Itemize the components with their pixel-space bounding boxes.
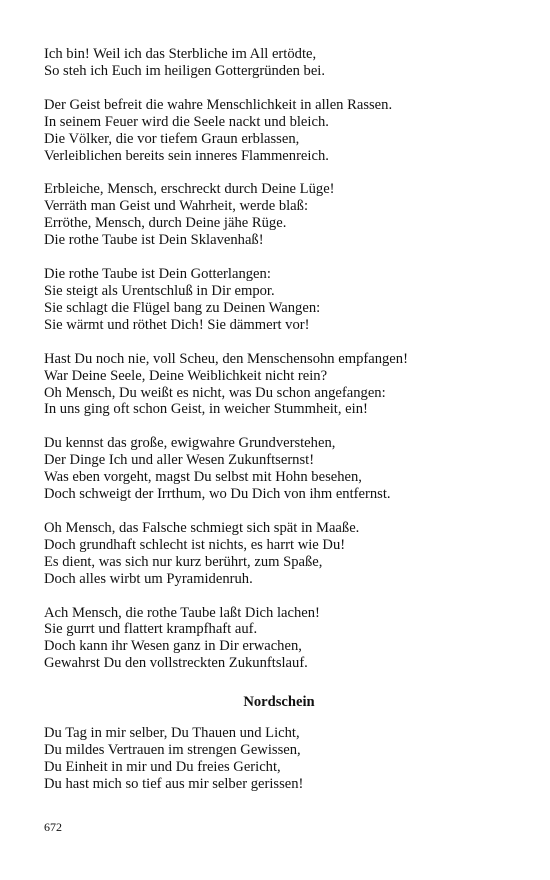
verse-line: Verräth man Geist und Wahrheit, werde blaß: xyxy=(44,198,308,215)
verse-line: In uns ging oft schon Geist, in weicher Stummheit, ein! xyxy=(44,401,368,418)
verse-line: Die rothe Taube ist Dein Gotterlangen: xyxy=(44,266,271,283)
verse-line: Sie wärmt und röthet Dich! Sie dämmert vor! xyxy=(44,316,310,333)
verse-line: Doch alles wirbt um Pyramidenruh. xyxy=(44,570,253,587)
verse-line: Doch grundhaft schlecht ist nichts, es harrt wie Du! xyxy=(44,536,346,553)
verse-line: Du hast mich so tief aus mir selber gerissen! xyxy=(44,775,304,792)
verse-line: Verleiblichen bereits sein inneres Flammenreich. xyxy=(44,147,329,164)
verse-line: In seinem Feuer wird die Seele nackt und bleich. xyxy=(44,113,329,130)
verse-line: Ich bin! Weil ich das Sterbliche im All ertödte, xyxy=(44,46,317,62)
verse-line: Du mildes Vertrauen im strengen Gewissen, xyxy=(44,742,301,759)
page-body xyxy=(44,46,514,810)
verse-line: Die rothe Taube ist Dein Sklavenhaß! xyxy=(44,232,264,249)
verse-line: So steh ich Euch im heiligen Gottergründen bei. xyxy=(44,62,326,79)
page-number: 672 xyxy=(44,820,62,834)
stanza xyxy=(44,725,514,793)
stanza xyxy=(44,520,514,588)
verse-line: Der Dinge Ich und aller Wesen Zukunftsernst! xyxy=(44,452,315,469)
verse-line: Doch kann ihr Wesen ganz in Dir erwachen, xyxy=(44,638,302,655)
stanza xyxy=(44,266,514,334)
stanza xyxy=(44,97,514,165)
verse-line: Die Völker, die vor tiefem Graun erblassen, xyxy=(44,130,300,147)
verse-line: Oh Mensch, das Falsche schmiegt sich spät in Maaße. xyxy=(44,519,360,536)
verse-line: Gewahrst Du den vollstreckten Zukunftslauf. xyxy=(44,655,308,672)
stanza xyxy=(44,181,514,249)
verse-line: Es dient, was sich nur kurz berührt, zum Spaße, xyxy=(44,553,323,570)
poem-continuation xyxy=(44,46,514,672)
verse-line: Sie gurrt und flattert krampfhaft auf. xyxy=(44,621,258,638)
verse-line: Doch schweigt der Irrthum, wo Du Dich von ihm entfernst. xyxy=(44,486,391,503)
verse-line: Erröthe, Mensch, durch Deine jähe Rüge. xyxy=(44,215,287,232)
verse-line: Du Einheit in mir und Du freies Gericht, xyxy=(44,759,281,775)
verse-line: Erbleiche, Mensch, erschreckt durch Deine Lüge! xyxy=(44,181,335,198)
stanza xyxy=(44,605,514,673)
verse-line: Was eben vorgeht, magst Du selbst mit Hohn besehen, xyxy=(44,469,362,486)
verse-line: Du Tag in mir selber, Du Thauen und Licht, xyxy=(44,725,300,742)
verse-line: Der Geist befreit die wahre Menschlichkeit in allen Rassen. xyxy=(44,96,393,113)
stanza xyxy=(44,351,514,419)
stanza xyxy=(44,435,514,503)
verse-line: Ach Mensch, die rothe Taube laßt Dich lachen! xyxy=(44,604,320,621)
poem-nordschein xyxy=(44,725,514,793)
verse-line: War Deine Seele, Deine Weiblichkeit nicht rein? xyxy=(44,367,328,384)
verse-line: Hast Du noch nie, voll Scheu, den Menschensohn empfangen! xyxy=(44,350,408,367)
verse-line: Du kennst das große, ewigwahre Grundverstehen, xyxy=(44,435,336,452)
verse-line: Oh Mensch, Du weißt es nicht, was Du schon angefangen: xyxy=(44,384,386,401)
verse-line: Sie steigt als Urentschluß in Dir empor. xyxy=(44,282,275,299)
poem-title: Nordschein xyxy=(243,694,315,711)
verse-line: Sie schlagt die Flügel bang zu Deinen Wangen: xyxy=(44,299,321,316)
stanza xyxy=(44,46,514,80)
